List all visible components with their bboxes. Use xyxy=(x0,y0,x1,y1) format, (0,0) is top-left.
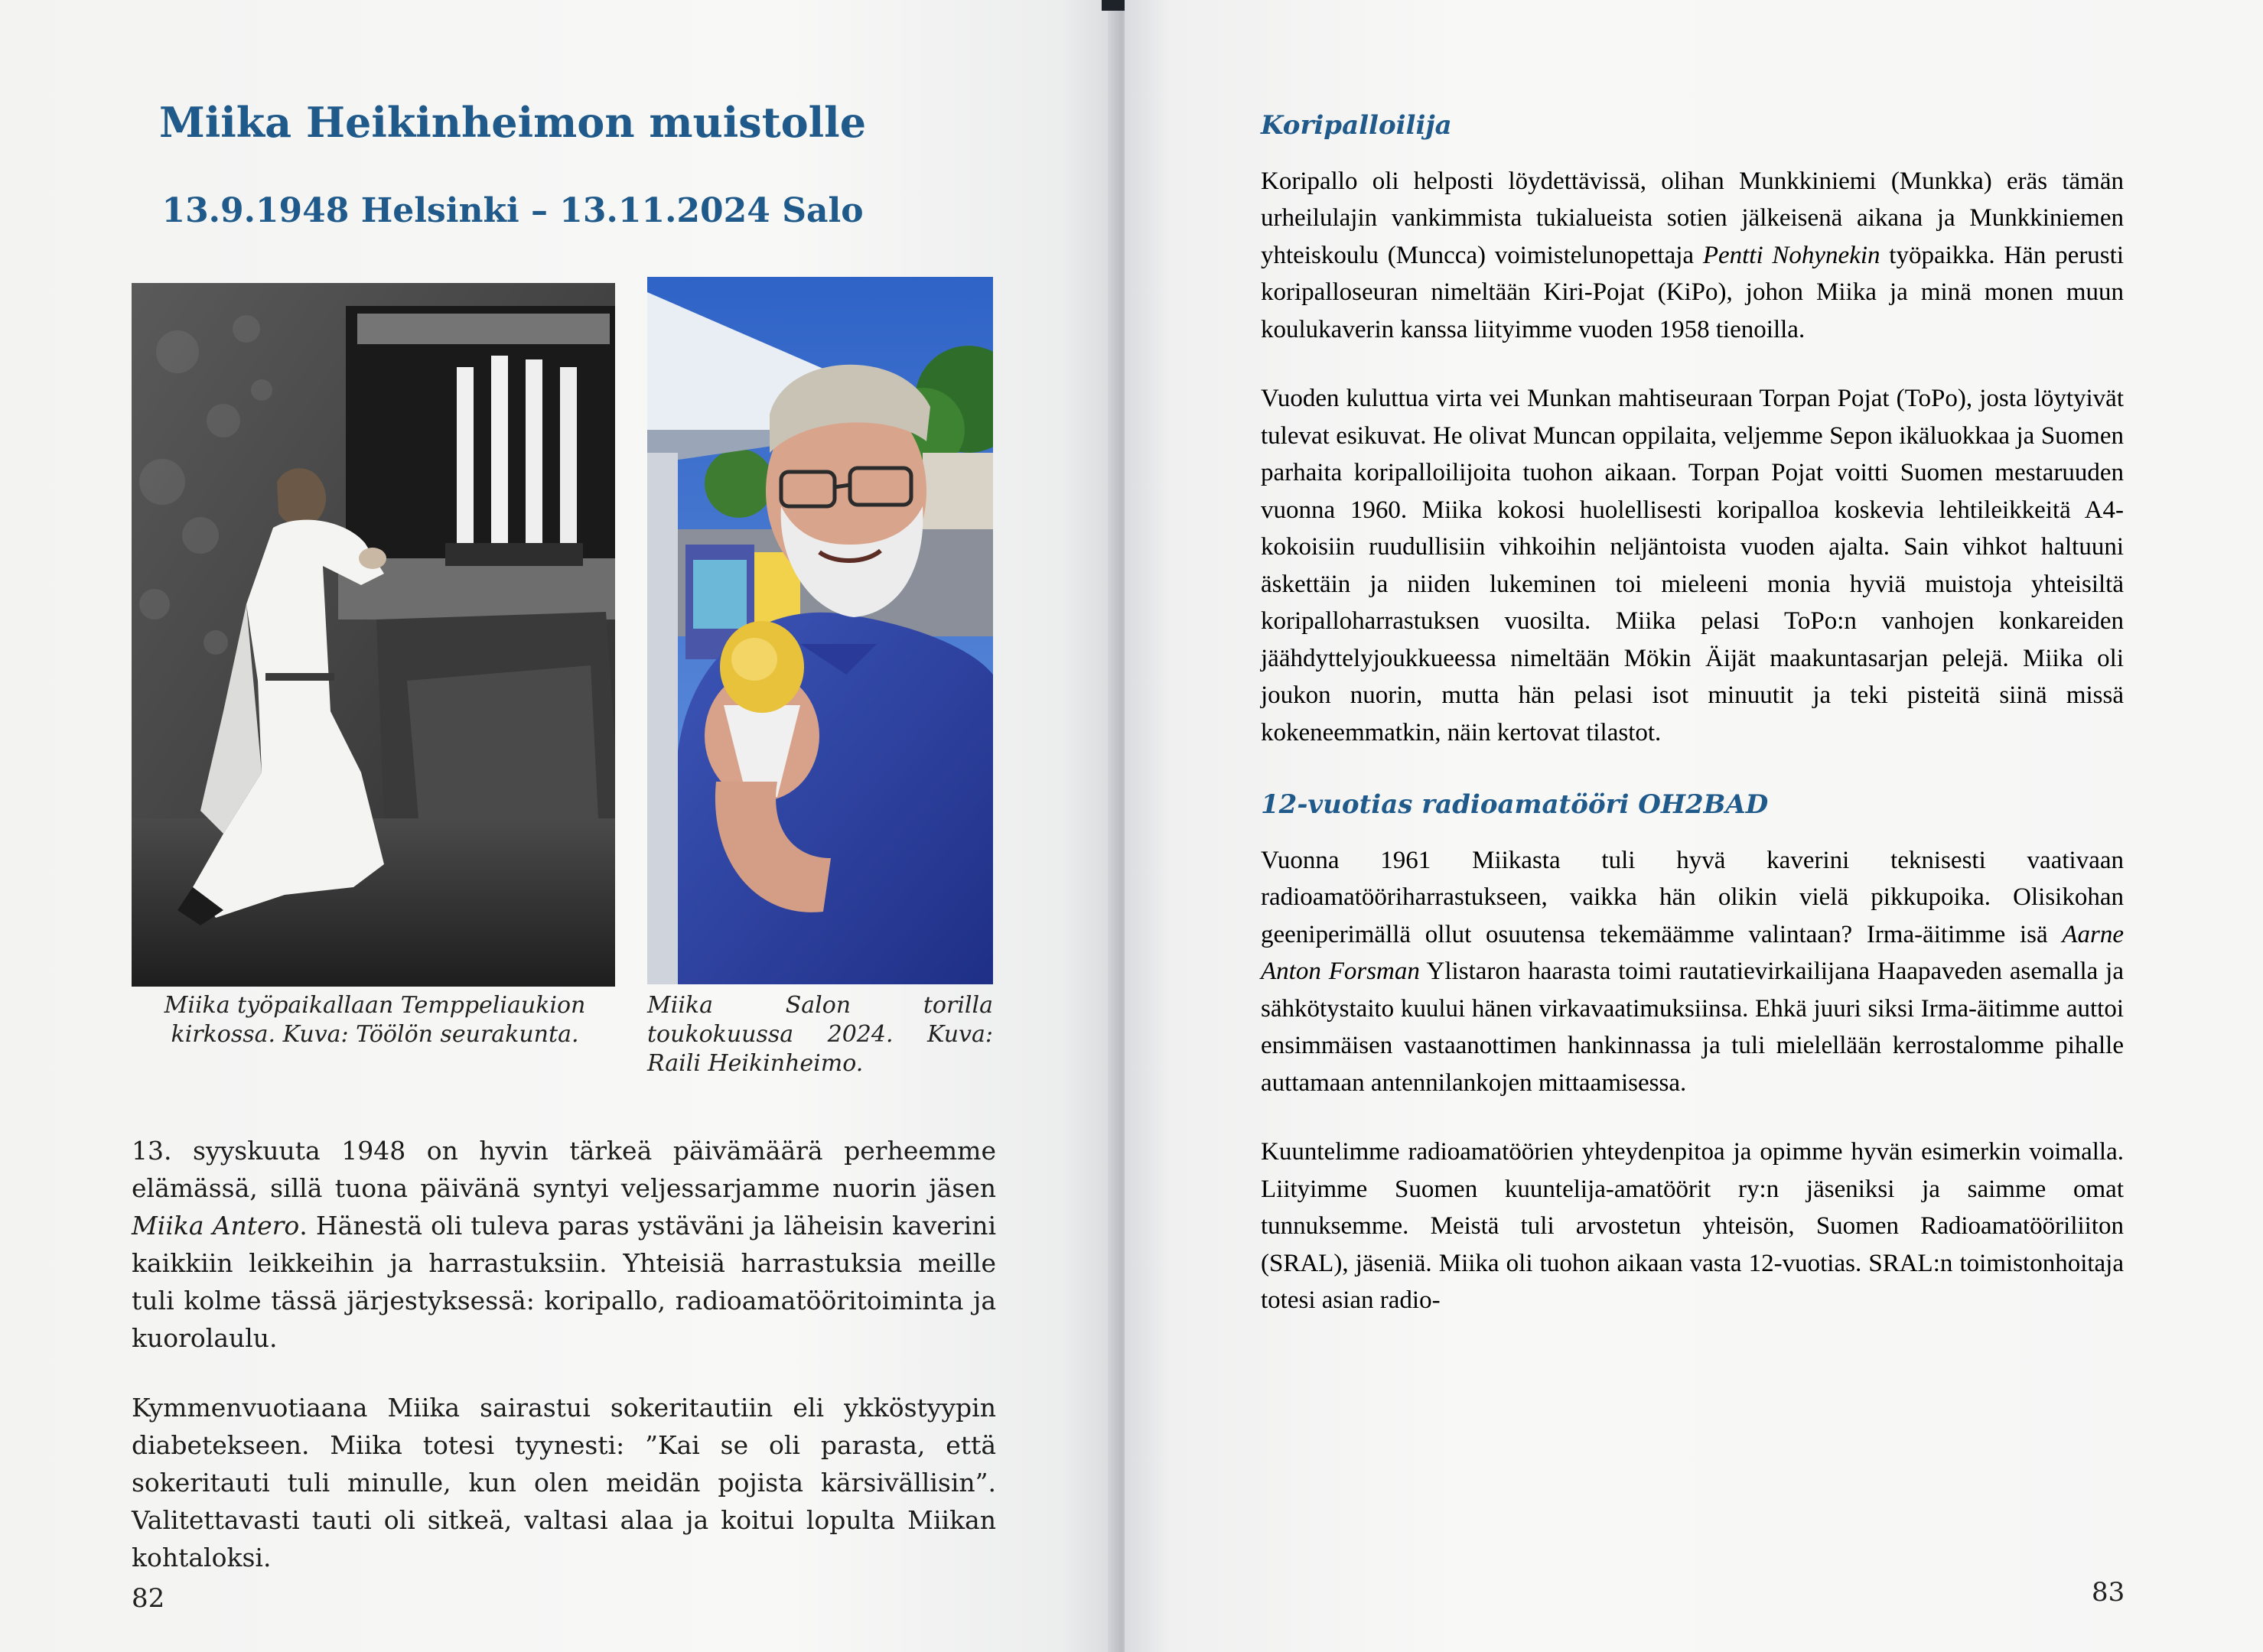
photo-market-icecream xyxy=(647,277,993,984)
name-emphasis: Aarne Anton Forsman xyxy=(1261,920,2124,985)
paragraph-radio-club: Kuuntelimme radioamatöörien yhteydenpitoa ja opimme hyvän esimerkin voimalla. Liityimme Suomen kuuntelija-amatöörit ry:n jäseniksi ja saimme omat tunnuksemme. Meistä tuli arvostetun yhteisön, Suomen Radioamatööriliiton (SRAL), jäseniä. Miika oli tuohon aikaan vasta 12-vuotias. SRAL:n toimistonhoitaja totesi asian radio- xyxy=(1261,1138,2124,1314)
name-emphasis: Miika Antero xyxy=(132,1211,300,1241)
page-number-left: 82 xyxy=(132,1583,165,1614)
paragraph-diabetes: Kymmenvuotiaana Miika sairastui sokeritautiin eli ykköstyypin diabetekseen. Miika totesi tyynesti: ”Kai se oli parasta, että sokeritauti tuli minulle, kun olen meidän pojista kärsivällisin”. Valitettavasti tauti oli sitkeä, valtasi alaa ja koitui lopulta Miikan kohtaloksi. xyxy=(132,1393,996,1572)
section-heading-basketball: Koripalloilija xyxy=(1261,110,1452,141)
paragraph-radio-start: Vuonna 1961 Miikasta tuli hyvä kaverini teknisesti vaativaan radioamatööriharrastukseen, vaikka hän olikin vielä pikkupoika. Olisikohan geeniperimällä ollut osuutensa tekemäämme valintaan? Irma-äitimme isä Aarne Anton Forsman Ylistaron haarasta toimi rautatievirkailijana Haapaveden asemalla ja sähkötystaito kuului hänen virkavaatimuksiinsa. Ehkä juuri siksi Irma-äitimme auttoi ensimmäisen vastaanottimen hankinnassa ja tuli mielellään kerrostalomme pihalle auttamaan antennilankojen mittaamisessa. xyxy=(1261,846,2124,1097)
photo-caption-market: Miika Salon torilla toukokuussa 2024. Kuva: Raili Heikinheimo. xyxy=(647,992,993,1077)
left-page xyxy=(0,0,1118,1652)
paragraph-kipo: Koripallo oli helposti löydettävissä, olihan Munkkiniemi (Munkka) eräs tämän urheilulajin vankimmista tukialueista sotien jälkeisenä aikana ja Munkkiniemen yhteiskoulu (Muncca) voimistelunopettaja Pentti Nohynekin työpaikka. Hän perusti koripalloseuran nimeltään Kiri-Pojat (KiPo), johon Miika ja minä monen muun koulukaverin kanssa liityimme vuoden 1958 tienoilla. xyxy=(1261,167,2124,343)
page-subtitle: 13.9.1948 Helsinki – 13.11.2024 Salo xyxy=(161,191,864,230)
market-photo-illustration xyxy=(647,277,993,984)
paragraph-topo: Vuoden kuluttua virta vei Munkan mahtiseuraan Torpan Pojat (ToPo), josta löytyivät tulevat esikuvat. He olivat Muncan oppilaita, veljemme Sepon ikäluokkaa ja Suomen parhaita koripalloilijoita tuohon aikaan. Torpan Pojat voitti Suomen mestaruuden vuonna 1960. Miika kokosi huolellisesti koripalloa koskevia lehtileikkeitä A4-kokoisiin ruudullisiin vihkoihin neljäntoista vuoden ajalta. Sain vihkot haltuuni äskettäin ja niiden lukeminen toi mieleeni monia hyviä muistoja yhteisiltä koripalloharrastuksen vuosilta. Miika pelasi ToPo:n vanhojen konkareiden jäähdyttelyjoukkueessa nimeltään Mökin Äijät maakuntasarjan pelejä. Miika oli joukon nuorin, mutta hän pelasi isot minuutit ja teki pisteitä siinä missä kokeneemmatkin, näin kertovat tilastot. xyxy=(1261,385,2124,746)
paragraph-birth: 13. syyskuuta 1948 on hyvin tärkeä päivämäärä perheemme elämässä, sillä tuona päivänä syntyi veljessarjamme nuorin jäsen Miika Antero. Hänestä oli tuleva paras ystäväni ja läheisin kaverini kaikkiin leikkeihin ja harrastuksiin. Yhteisiä harrastuksia meille tuli kolme tässä järjestyksessä: koripallo, radioamatööritoiminta ja kuorolaulu. xyxy=(132,1136,997,1353)
photo-church-kneeling xyxy=(132,283,615,987)
section-heading-radio: 12-vuotias radioamatööri OH2BAD xyxy=(1261,789,1769,820)
page-number-right: 83 xyxy=(2092,1577,2125,1608)
photo-caption-church: Miika työpaikallaan Temppeliaukion kirkossa. Kuva: Töölön seurakunta. xyxy=(164,992,586,1048)
church-photo-illustration xyxy=(132,283,615,987)
page-title: Miika Heikinheimon muistolle xyxy=(158,98,867,147)
left-body-text xyxy=(132,1132,996,1608)
right-body-text xyxy=(1261,107,2124,1351)
name-emphasis: Pentti Nohynekin xyxy=(1702,241,1880,269)
